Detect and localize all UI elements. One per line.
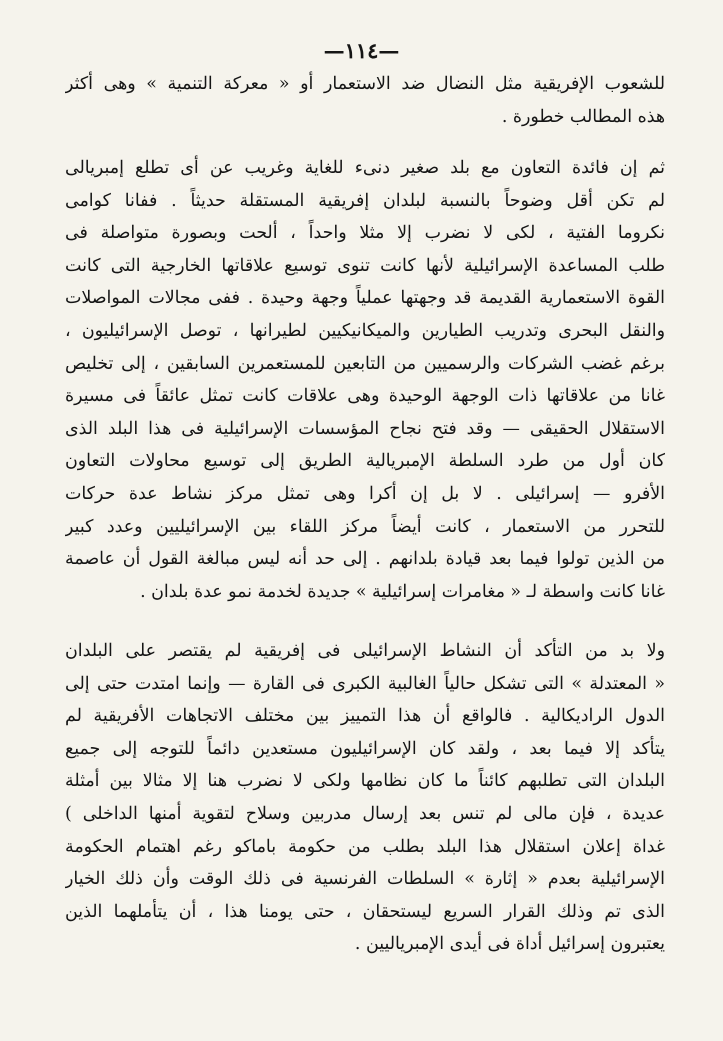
page-number: —١١٤— (323, 38, 400, 63)
text-line: الذى تم وذلك القرار السريع ليستحقان ، حتى يومنا هذا ، أن يتأملهما الذين (65, 901, 665, 922)
text-line: طلب المساعدة الإسرائيلية لأنها كانت تنوى توسيع علاقاتها الخارجية التى كانت (65, 255, 665, 276)
text-line: الإسرائيلية بعدم « إثارة » السلطات الفرنسية فى ذلك الوقت وأن ذلك الخيار (65, 869, 665, 890)
text-line: غانا من علاقاتها ذات الوجهة الوحيدة وهى علاقات كانت تمثل عائقاً فى مسيرة (65, 386, 665, 407)
paragraph-3 (65, 635, 665, 961)
text-line: والنقل البحرى وتدريب الطيارين والميكانيكيين لطيرانها ، توصل الإسرائيليون ، (65, 320, 665, 341)
text-line: لم تكن أقل وضوحاً بالنسبة لبلدان إفريقية المستقلة حديثاً . ففانا كوامى (65, 190, 665, 211)
text-line: ثم إن فائدة التعاون مع بلد صغير دنىء للغاية وغريب عن أى تطلع إمبريالى (65, 158, 665, 178)
text-line: يتأكد إلا فيما بعد ، ولقد كان الإسرائيليون مستعدين دائماً للتوجه إلى جميع (65, 738, 665, 759)
text-line: عديدة ، فإن مالى لم تنس بعد إرسال مدربين وسلاح لتقوية أمنها الداخلى ) (65, 803, 665, 824)
text-line: البلدان التى تطلبهم كائناً ما كان نظامها ولكى لا نضرب هنا إلا مثالا بين أمثلة (65, 771, 665, 792)
text-line: للتحرر من الاستعمار ، كانت أيضاً مركز اللقاء بين الإسرائيليين وعدد كبير (65, 516, 665, 537)
text-line: القوة الاستعمارية القديمة قد وجهتها عملياً وجهة وحيدة . ففى مجالات المواصلات (65, 288, 665, 309)
paragraph-2 (65, 152, 665, 608)
text-line: ولا بد من التأكد أن النشاط الإسرائيلى فى إفريقية لم يقتصر على البلدان (65, 641, 665, 661)
text-line: غانا كانت واسطة لـ « مغامرات إسرائيلية » جديدة لخدمة نمو عدة بلدان . (140, 581, 665, 602)
text-line: يعتبرون إسرائيل أداة فى أيدى الإمبرياليين . (354, 934, 665, 955)
text-line: الأفرو — إسرائيلى . لا بل إن أكرا وهى تمثل مركز نشاط عدة حركات (65, 483, 665, 504)
text-line: الدول الراديكالية . فالواقع أن هذا التمييز بين مختلف الاتجاهات الأفريقية لم (65, 706, 665, 727)
paragraph-1 (65, 68, 665, 133)
text-line: هذه المطالب خطورة . (501, 106, 665, 127)
text-line: للشعوب الإفريقية مثل النضال ضد الاستعمار أو « معركة التنمية » وهى أكثر (65, 74, 665, 94)
text-line: نكروما الفتية ، لكى لا نضرب إلا مثلا واحداً ، ألحت وبصورة متواصلة فى (65, 223, 665, 244)
text-line: « المعتدلة » التى تشكل حالياً الغالبية الكبرى فى القارة — وإنما امتدت حتى إلى (65, 673, 665, 694)
text-line: الاستقلال الحقيقى — وقد فتح نجاح المؤسسات الإسرائيلية فى هذا البلد الذى (65, 418, 665, 439)
text-line: كان أول من طرد السلطة الإمبريالية الطريق إلى توسيع محاولات التعاون (65, 451, 665, 472)
text-line: غداة إعلان استقلال هذا البلد بطلب من حكومة باماكو رغم اهتمام الحكومة (65, 836, 665, 857)
text-line: من الذين تولوا فيما بعد قيادة بلدانهم . إلى حد أنه ليس مبالغة القول أن عاصمة (65, 549, 665, 570)
text-line: برغم غضب الشركات والرسميين من التابعين للمستعمرين السابقين ، إلى تخليص (65, 353, 665, 374)
